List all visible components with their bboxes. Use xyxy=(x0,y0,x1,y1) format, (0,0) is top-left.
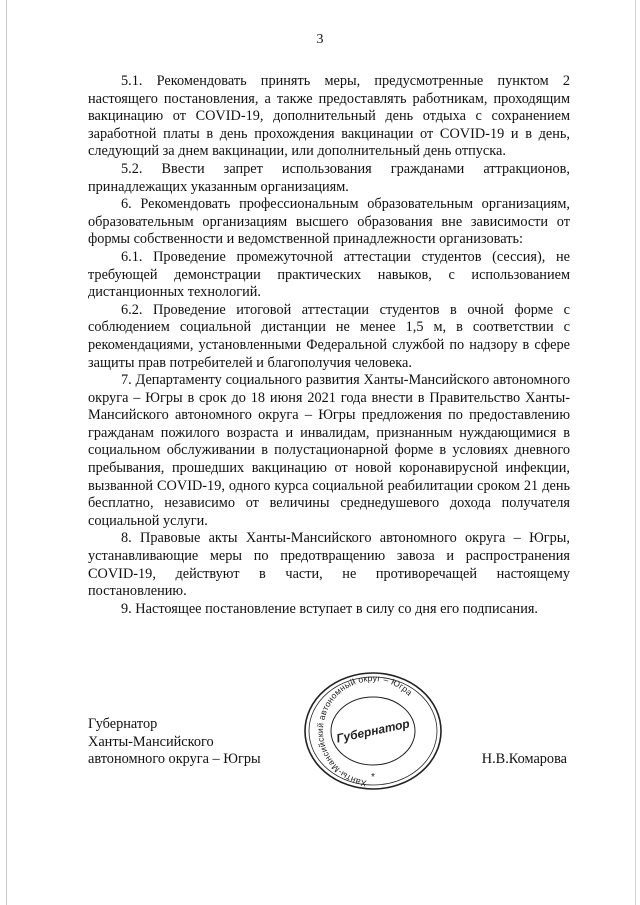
official-seal-icon xyxy=(298,668,448,798)
page-number: 3 xyxy=(316,32,324,47)
paragraph-6-1: 6.1. Проведение промежуточной аттестации студентов (сессия), не требующей демонстрации практических навыков, с использованием дистанционных технологий. xyxy=(88,248,570,301)
signature-title-line-3: автономного округа – Югры xyxy=(88,751,261,768)
paragraph-9: 9. Настоящее постановление вступает в силу со дня его подписания. xyxy=(121,600,538,617)
paragraph-6: 6. Рекомендовать профессиональным образовательным организациям, образовательным организациям высшего образования вне зависимости от формы собственности и ведомственной принадлежности организовать: xyxy=(88,196,570,248)
page-edge-left xyxy=(6,0,7,905)
signature-title-line-1: Губернатор xyxy=(88,716,158,732)
seal-ring-text: Ханты-Мансийский автономный округ – Югра xyxy=(315,672,415,789)
paragraph-6-2: 6.2. Проведение итоговой аттестации студентов в очной форме с соблюдением социальной дистанции не менее 1,5 м, в соответствии с рекомендациями, установленными Федеральной службой по надзору в сфере защиты прав потребителей и благополучия человека. xyxy=(88,301,570,371)
seal-center-text: Губернатор xyxy=(335,716,411,746)
paragraph-8: 8. Правовые акты Ханты-Мансийского автономного округа – Югры, устанавливающие меры по предотвращению завоза и распространения COVID-19, действуют в части, не противоречащей настоящему постановлению. xyxy=(88,530,570,600)
document-body xyxy=(88,73,570,618)
signature-block xyxy=(88,716,261,769)
seal-star: * xyxy=(371,772,375,783)
page-edge-right xyxy=(635,0,636,905)
paragraph-7: 7. Департаменту социального развития Ханты-Мансийского автономного округа – Югры в срок до 18 июня 2021 года внести в Правительство Ханты-Мансийского автономного округа – Югры предложения по предоставлению гражданам пожилого возраста и инвалидам, признанным нуждающимися в социальном обслуживании в полустационарной форме в условиях дневного пребывания, прошедших вакцинацию от новой коронавирусной инфекции, вызванной COVID-19, одного курса социальной реабилитации сроком 21 день бесплатно, независимо от величины среднедушевого дохода получателя социальной услуги. xyxy=(88,372,570,529)
signature-title-line-2: Ханты-Мансийского xyxy=(88,733,214,750)
signer-name: Н.В.Комарова xyxy=(481,751,567,767)
paragraph-5-2: 5.2. Ввести запрет использования гражданами аттракционов, принадлежащих указанным организациям. xyxy=(88,160,570,195)
paragraph-5-1: 5.1. Рекомендовать принять меры, предусмотренные пунктом 2 настоящего постановления, а также предоставлять работникам, проходящим вакцинацию от COVID-19, дополнительный день отдыха с сохранением заработной платы в день прохождения вакцинации от COVID-19 и в день, следующий за днем вакцинации, или дополнительный день отпуска. xyxy=(88,73,570,160)
